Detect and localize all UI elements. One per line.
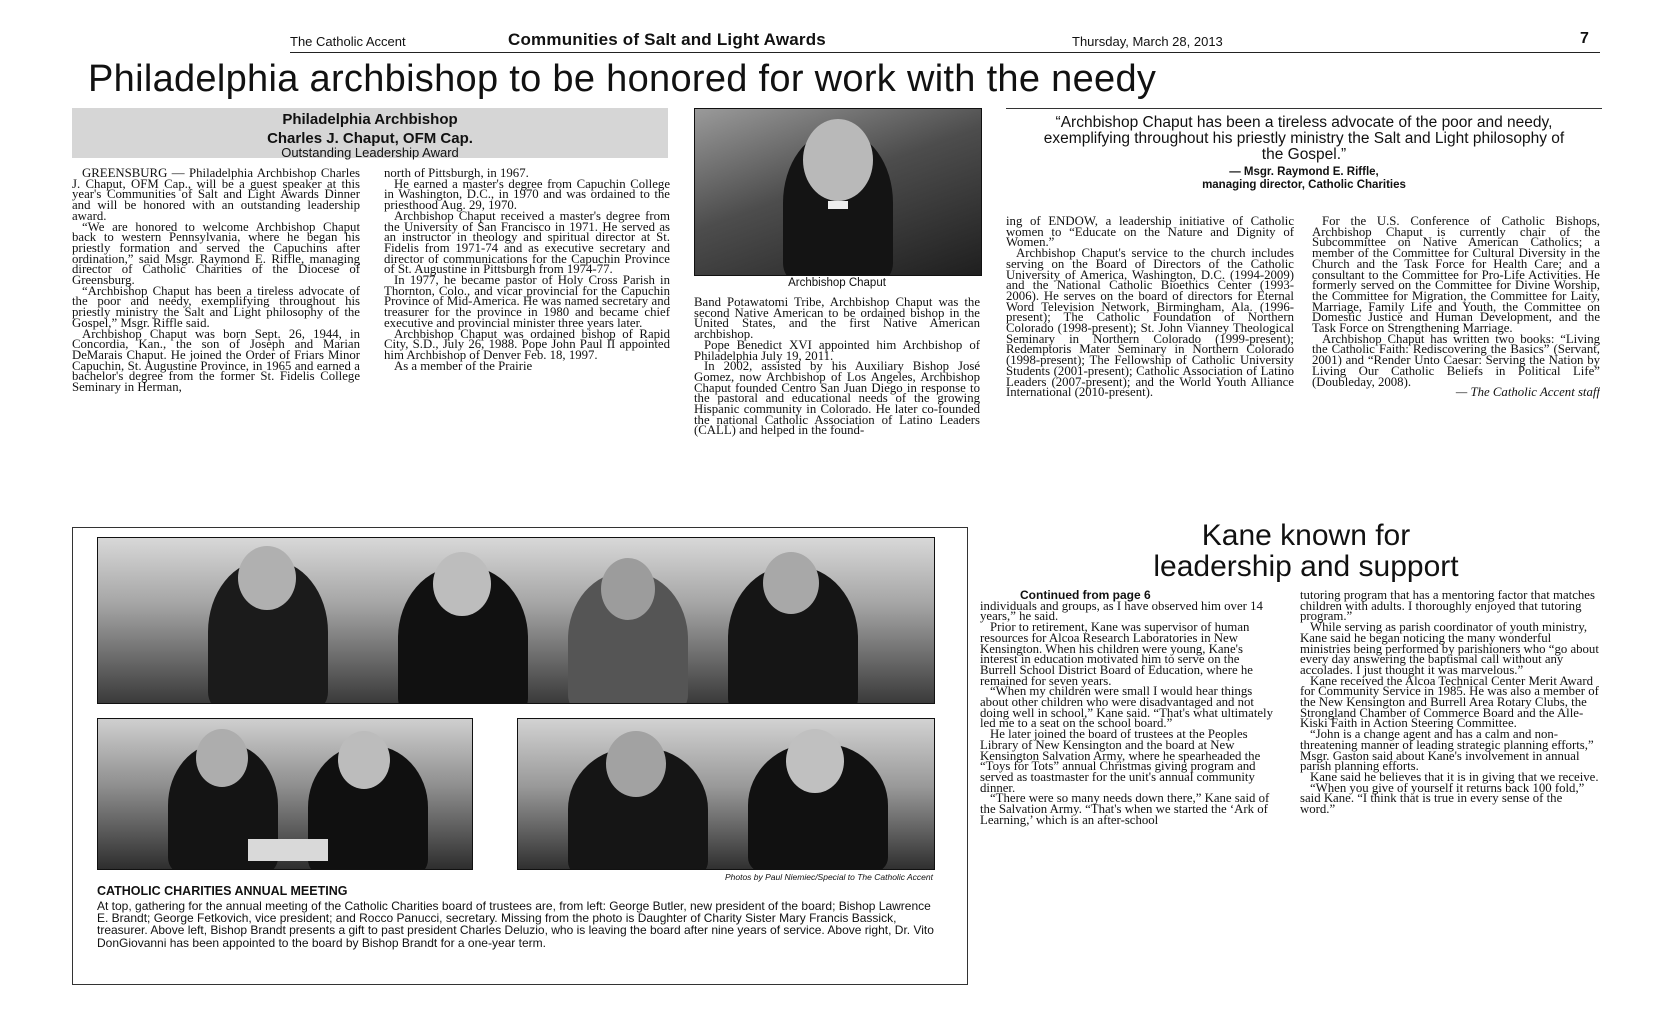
article-paragraph: Archbishop Chaput was born Sept. 26, 1944, in Concordia, Kan., the son of Joseph and Marian DeMarais Chaput. He joined the Order of Friars Minor Capuchin, St. Augustine Province, in 1965 and earned a bachelor's degree from the former St. Fidelis College Seminary in Herman, (72, 326, 360, 395)
kane-paragraph: He later joined the board of trustees at the Peoples Library of New Kensington and the board at New Kensington Salvation Army, where he spearheaded the “Toys for Tots” annual Christmas giving program and served as toastmaster for the unit's annual community dinner. (980, 727, 1261, 795)
kane-headline-line-2: leadership and support (1153, 550, 1459, 583)
article-paragraph: Archbishop Chaput received a master's degree from the University of San Francisco in 1971. He served as an instructor in theology and spiritual director at St. Fidelis from 1971-74 and as executive secretary and director of communications for the Capuchin Province of St. Augustine in Pittsburgh from 1974-77. (384, 208, 670, 277)
clerical-collar (828, 201, 848, 209)
article-byline: — The Catholic Accent staff (1455, 385, 1600, 400)
pull-quote (1006, 108, 1602, 192)
award-name: Outstanding Leadership Award (281, 145, 459, 160)
kane-paragraph: While serving as parish coordinator of youth ministry, Kane said he began noticing the many wonderful ministries being performed by parishioners who “go about every day answering the baptismal call without any accolades. I just thought it was marvelous.” (1300, 620, 1599, 677)
continued-from: Continued from page 6 (1020, 590, 1151, 602)
article-column-2 (384, 168, 670, 514)
portrait-face (803, 119, 873, 201)
kane-paragraph: tutoring program that has a mentoring factor that matches children with adults. I thoroughly enjoyed that tutoring program.” (1300, 590, 1595, 624)
article-column-3 (694, 297, 980, 515)
board-group-photo (97, 537, 935, 704)
article-paragraph: Pope Benedict XVI appointed him Archbishop of Philadelphia July 19, 2011. (694, 337, 980, 363)
pull-quote-attribution-1: — Msgr. Raymond E. Riffle, (1229, 166, 1379, 178)
article-paragraph: “Archbishop Chaput has been a tireless advocate of the poor and needy, exemplifying throughout his priestly ministry the Salt and Light philosophy of the Gospel,” Msgr. Riffle said. (72, 283, 360, 330)
article-paragraph: Archbishop Chaput's service to the church includes serving on the Board of Directors of the Catholic University of America, Washington, D.C. (1994-2009) and the National Catholic Bioethics Center (1993-2006). He serves on the board of directors for Eternal Word Television Network, Birmingham, Ala. (1996-present); The Catholic Foundation of Northern Colorado (1998-present); St. John Vianney Theological Seminary in Northern Colorado (1999-present); Redemptoris Mater Seminary in Northern Colorado (1998-present); The Fellowship of Catholic University Students (2001-present); Catholic Association of Latino Leaders (2007-present); and the World Youth Alliance International (2010-present). (1006, 246, 1294, 400)
person-face (338, 731, 390, 789)
article-paragraph: In 1977, he became pastor of Holy Cross Parish in Thornton, Colo., and vicar provincial for the Capuchin Province of Mid-America. He was named secretary and treasurer for the province in 1980 and became chief executive and provincial minister three years later. (384, 273, 670, 330)
gift-presentation-photo (97, 718, 473, 870)
article-paragraph: As a member of the Prairie (394, 358, 533, 373)
page-number: 7 (1580, 30, 1589, 47)
paper-name: The Catholic Accent (290, 34, 406, 49)
issue-date: Thursday, March 28, 2013 (1072, 34, 1223, 49)
honoree-line-2: Charles J. Chaput, OFM Cap. (267, 130, 473, 147)
article-column-1 (72, 168, 360, 514)
kane-paragraph: “When my children were small I would hear things about other children who were disadvantaged and not doing well in school,” Kane said. “That's what ultimately led me to a seat on the school board.” (980, 684, 1274, 731)
person-face (763, 552, 819, 614)
article-paragraph: For the U.S. Conference of Catholic Bishops, Archbishop Chaput is currently chair of the Subcommittee on Native American Catholics; a member of the Committee for Cultural Diversity in the Church and the Task Force for Health Care; and a consultant to the Committee for Pro-Life Activities. He formerly served on the Committee for Divine Worship, the Committee for Migration, the Committee for Laity, Marriage, Family Life and Youth, the Committee on Domestic Justice and Human Development, and the Task Force on Strengthening Marriage. (1312, 216, 1600, 336)
photo-box-caption: At top, gathering for the annual meeting of the Catholic Charities board of trustees are, from left: George Butler, new president of the board; Bishop Lawrence E. Brandt; George Fetkovich, vice president; and Rocco Panucci, secretary. Missing from the photo is Daughter of Charity Sister Mary Francis Bassick, treasurer. Above left, Bishop Brandt presents a gift to past president Charles Deluzio, who is leaving the board after nine years of service. Above right, Dr. Vito DonGiovanni has been appointed to the board by Bishop Brandt for a one-year term. (97, 899, 934, 950)
article-column-5 (1312, 216, 1600, 516)
article-paragraph: Archbishop Chaput has written two books: “Living the Catholic Faith: Rediscovering the Basics” (Servant, 2001) and “Render Unto Caesar: Serving the Nation by Living Our Catholic Beliefs in Political Life” (Doubleday, 2008). (1312, 331, 1600, 389)
kane-column-1 (980, 590, 1276, 990)
person-face (606, 731, 666, 797)
person-face (433, 552, 491, 616)
article-paragraph: “We are honored to welcome Archbishop Chaput back to western Pennsylvania, where he began his priestly formation and served the Capuchins after ordination,” said Msgr. Raymond E. Riffle, managing director of Catholic Charities of the Diocese of Greensburg. (72, 219, 360, 288)
article-column-4 (1006, 216, 1294, 516)
article-paragraph: Archbishop Chaput was ordained bishop of Rapid City, S.D., July 26, 1988. Pope John Paul II appointed him Archbishop of Denver Feb. 18, 1997. (384, 326, 670, 362)
kane-headline-line-1: Kane known for (1201, 519, 1411, 552)
article-paragraph: Band Potawatomi Tribe, Archbishop Chaput was the second Native American to be ordained bishop in the United States, and the first Native American archbishop. (694, 297, 980, 342)
archbishop-photo (694, 108, 982, 276)
kane-paragraph: Prior to retirement, Kane was supervisor of human resources for Alcoa Research Laboratories in New Kensington. When his children were young, Kane's interest in education motivated him to serve on the Burrell School District Board of Education, where he remained for seven years. (980, 620, 1253, 688)
new-trustee-photo (517, 718, 935, 870)
pull-quote-attribution-2: managing director, Catholic Charities (1202, 179, 1406, 191)
kane-paragraph: individuals and groups, as I have observed him over 14 years,” he said. (980, 598, 1263, 624)
pull-quote-text: “Archbishop Chaput has been a tireless advocate of the poor and needy, exemplifying throughout his priestly ministry the Salt and Light philosophy of the Gospel.” (1043, 114, 1565, 163)
article-paragraph: He earned a master's degree from Capuchin College in Washington, D.C., in 1970 and was ordained to the priesthood Aug. 29, 1970. (384, 176, 670, 213)
kane-paragraph: Kane said he believes that it is in giving that we receive. (1310, 769, 1599, 784)
kane-column-2 (1300, 590, 1600, 990)
person-face (601, 558, 655, 620)
kane-paragraph: “When you give of yourself it returns back 100 fold,” said Kane. “I think that is true in every sense of the word.” (1300, 780, 1585, 817)
masthead (290, 30, 1600, 53)
article-paragraph: ing of ENDOW, a leadership initiative of Catholic women to “Educate on the Nature and Dignity of Women.” (1006, 216, 1294, 250)
photo-caption: Archbishop Chaput (788, 277, 886, 289)
honoree-line-1: Philadelphia Archbishop (282, 111, 458, 128)
article-paragraph: In 2002, assisted by his Auxiliary Bishop José Gomez, now Archbishop of Los Angeles, Archbishop Chaput founded Centro San Juan Diego in response to the pastoral and educational needs of the growing Hispanic community in Colorado. He later co-founded the national Catholic Association of Latino Leaders (CALL) and helped in the found- (694, 359, 980, 438)
person-face (196, 729, 248, 787)
page-headline: Philadelphia archbishop to be honored for work with the needy (88, 58, 1157, 100)
kane-headline (1012, 520, 1600, 582)
photo-box-title: CATHOLIC CHARITIES ANNUAL MEETING (97, 884, 348, 898)
photo-credit: Photos by Paul Niemiec/Special to The Catholic Accent (724, 872, 933, 882)
kane-paragraph: “John is a change agent and has a calm and non-threatening manner of leading strategic planning efforts,” Msgr. Gaston said about Kane's involvement in annual parish planning efforts. (1300, 727, 1594, 774)
person-face (786, 729, 844, 793)
article-paragraph: north of Pittsburgh, in 1967. (384, 168, 529, 180)
kane-paragraph: Kane received the Alcoa Technical Center Merit Award for Community Service in 1985. He was also a member of the New Kensington and Burrell Area Rotary Clubs, the Strongland Chamber of Commerce Board and the Alle-Kiski Faith in Action Steering Committee. (1300, 673, 1599, 731)
article-paragraph: GREENSBURG — Philadelphia Archbishop Charles J. Chaput, OFM Cap., will be a guest speaker at this year's Communities of Salt and Light Awards Dinner and will be honored with an outstanding leadership award. (72, 168, 360, 223)
kane-paragraph: “There were so many needs down there,” Kane said of the Salvation Army. “That's when we started the ‘Ark of Learning,’ which is an after-school (980, 791, 1270, 827)
person-face (238, 546, 296, 610)
photo-feature-box (72, 527, 968, 985)
section-title: Communities of Salt and Light Awards (508, 30, 826, 49)
award-box (72, 108, 668, 158)
gift-box (248, 839, 328, 861)
